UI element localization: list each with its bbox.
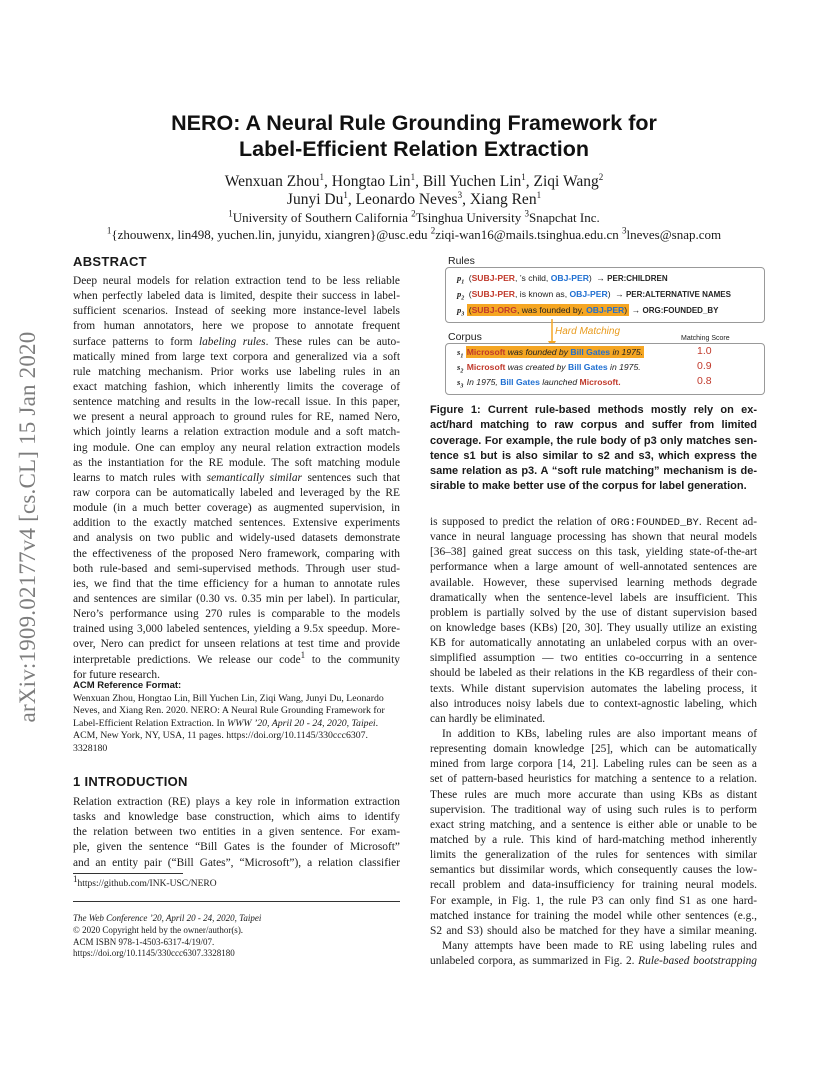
matching-score: 0.9	[697, 360, 712, 372]
footnote-link[interactable]: https://github.com/INK-USC/NERO	[77, 879, 217, 889]
arrow-icon: →	[593, 273, 608, 283]
rule-id-sub: 1	[461, 279, 465, 286]
sentence-text	[466, 361, 642, 373]
rule-body: (SUBJ-PER, ’s child, OBJ-PER)	[468, 273, 592, 283]
affil-mark: 1	[410, 171, 416, 182]
arxiv-stamp	[8, 292, 48, 762]
abstract-line: the effectiveness of the proposed Nero framework, comparing with	[73, 547, 400, 560]
abstract-line: Deep neural models for relation extraction tend to be less reliable	[73, 275, 400, 287]
body-line: simplified assumption — two entities co-occurring in a sentence	[430, 652, 757, 665]
affiliation: University of Southern California	[232, 210, 412, 225]
sentence-fragment: in 1975.	[607, 362, 641, 372]
affiliation-line-2	[0, 227, 828, 243]
conference-line: The Web Conference ’20, April 20 - 24, 2020, Taipei	[73, 913, 262, 923]
author-line-2	[0, 191, 828, 209]
acm-reference-line: ACM, New York, NY, USA, 11 pages. https://doi.org/10.1145/330ccc6307.	[73, 730, 368, 742]
rule-object: OBJ-PER	[550, 273, 589, 283]
conference-info	[73, 913, 261, 960]
abstract-line: addition to the exactly matched sentences. Extensive experiments	[73, 517, 400, 530]
sentence-id-sub: 3	[460, 383, 464, 390]
affil-mark: 1	[521, 171, 526, 182]
emphasis-text: Rule-based bootstrapping	[638, 955, 757, 968]
abstract-line: ies, we find that the time efficiency for a human to annotate rules	[73, 577, 400, 590]
sentence-row	[457, 362, 642, 375]
affil-mark: 2	[430, 225, 436, 236]
caption-line: same relation as p3. A “soft rule matching” mechanism is de-	[430, 465, 757, 478]
right-column-body	[430, 515, 757, 969]
body-line: representing domain knowledge [25], which can be automatically	[430, 743, 757, 756]
acm-reference-line: Neves, and Xiang Ren. 2020. NERO: A Neural Rule Grounding Framework for	[73, 705, 385, 717]
rule-row	[457, 273, 668, 286]
acm-reference-heading: ACM Reference Format:	[73, 680, 182, 691]
email: lneves@snap.com	[626, 227, 722, 242]
body-line: dramatically when the sentence-level labels are insufficient. This	[430, 591, 757, 604]
body-line: recall problem and data-insufficiency for training neural models.	[430, 879, 757, 892]
footnote-divider	[73, 873, 183, 874]
emphasis-text: semantically similar	[206, 471, 302, 484]
footnote-mark: 1	[73, 873, 78, 884]
entity-object: Bill Gates	[568, 362, 608, 372]
abstract-line: we present a neural approach to ground rules for RE, named Nero,	[73, 411, 400, 424]
author-name: , Hongtao Lin	[324, 173, 411, 190]
paper-title-line-1: NERO: A Neural Rule Grounding Framework for	[171, 111, 657, 135]
venue-text: WWW ’20, April 20 - 24, 2020, Taipei	[227, 717, 376, 729]
code-text: ORG:FOUNDED_BY	[610, 517, 699, 529]
affiliation-line-1	[0, 210, 828, 226]
entity-object: Bill Gates	[570, 347, 611, 357]
caption-line: sirable to make better use of the corpus for label generation.	[430, 480, 747, 493]
abstract-line: as the instantiation for the RE module. The soft matching module	[73, 456, 400, 469]
entity-object: Bill Gates	[500, 377, 540, 387]
caption-line: tence s1 but is also similar to s2 and s3, which express the	[430, 449, 757, 462]
sentence-fragment: was founded by	[505, 347, 571, 357]
body-line: [36–38] gained great success on this task, yielding state-of-the-art	[430, 546, 757, 559]
abstract-line: both rule-based and semi-supervised methods. Through user stud-	[73, 562, 400, 575]
acm-reference-body	[73, 693, 403, 756]
acm-reference-line: 3328180	[73, 742, 108, 754]
rule-subject: SUBJ-PER	[471, 273, 516, 283]
author-name: , Leonardo Neves	[347, 191, 458, 208]
entity-subject: Microsoft	[466, 347, 506, 357]
body-line: problem is partially solved by the use of distant supervision based	[430, 606, 757, 619]
rule-object: OBJ-PER	[586, 305, 625, 315]
sentence-row	[457, 347, 644, 360]
affiliation: Tsinghua University	[415, 210, 525, 225]
abstract-line: which jointly learns a relation extraction module and a soft match-	[73, 426, 400, 439]
body-line: texts. While distant supervision automates the labeling process, it	[430, 682, 757, 695]
sentence-fragment: In 1975,	[466, 377, 501, 387]
rule-relation: PER:ALTERNATIVE NAMES	[625, 290, 731, 299]
body-line: available. However, these supervised learning methods degrade	[430, 576, 757, 589]
abstract-line: sentence matching and results in the low-recall issue. In this paper,	[73, 396, 400, 409]
body-line: exact string matching, and a sentence is either able or unable to be	[430, 818, 757, 831]
affil-mark: 1	[536, 189, 542, 200]
abstract-line: and sentences are similar (0.30 vs. 0.35 min per label). In particular,	[73, 592, 400, 605]
conference-line: https://doi.org/10.1145/330ccc6307.3328180	[73, 948, 235, 959]
body-line: KB for automatically annotating an unlabeled corpus with an over-	[430, 637, 757, 650]
intro-line: and an entity pair (“Bill Gates”, “Microsoft”), a relation classifier	[73, 856, 400, 869]
body-line: also introduces noisy labels due to context-agnostic labeling, which	[430, 697, 757, 710]
corpus-label: Corpus	[448, 331, 482, 343]
abstract-line: from human annotators, here we propose to annotate frequent	[73, 320, 400, 333]
affil-mark: 2	[411, 208, 416, 219]
intro-line: Relation extraction (RE) plays a key role in information extraction	[73, 796, 400, 808]
rules-label: Rules	[448, 255, 475, 267]
affil-mark: 1	[319, 171, 325, 182]
sentence-row	[457, 377, 622, 390]
sentence-id-sub: 2	[460, 368, 464, 375]
body-line: These rules are much more accurate than using KBs as distant	[430, 788, 757, 801]
conference-line: ACM ISBN 978-1-4503-6317-4/19/07.	[73, 936, 215, 947]
abstract-line: for future research.	[73, 668, 160, 681]
abstract-line: sufficient scenarios. Instead of seeking more instance-level labels	[73, 305, 400, 318]
author-name: , Xiang Ren	[462, 191, 537, 208]
affil-mark: 1	[343, 189, 348, 200]
figure-1-caption	[430, 403, 757, 495]
rule-id-sub: 2	[461, 295, 465, 302]
body-line: mined from large corpora [14, 21]. Labeling rules can be seen as a	[430, 758, 757, 771]
body-line: can hardly be eliminated.	[430, 712, 546, 725]
abstract-line: surface patterns to form labeling rules. These rules can be auto-	[73, 335, 400, 348]
sentence-id: $s_3$	[457, 377, 464, 390]
paper-title-line-2: Label-Efficient Relation Extraction	[238, 137, 590, 161]
abstract-line: ing module. One can employ any neural relation extraction models	[73, 441, 400, 454]
abstract-line: and analysis on two public and widely-used datasets demonstrate	[73, 532, 400, 545]
affil-mark: 3	[457, 189, 463, 200]
acm-reference-line: Label-Efficient Relation Extraction. In WWW ’20, April 20 - 24, 2020, Taipei.	[73, 717, 379, 729]
author-name: Junyi Du	[286, 191, 344, 208]
sentence-id: $s_2$	[457, 362, 464, 375]
sentence-text	[466, 346, 644, 358]
abstract-heading: ABSTRACT	[73, 254, 147, 269]
affil-mark: 3	[621, 225, 627, 236]
email: {zhouwenx, lin498, yuchen.lin, junyidu, xiangren}@usc.edu	[111, 227, 431, 242]
body-line: For example, in Fig. 1, the rule P3 can only find S1 as one hard-	[430, 894, 757, 907]
body-line: vance in neural language processing has shown that neural models	[430, 531, 757, 544]
footnote-mark: 1	[300, 649, 306, 660]
sentence-id: $s_1$	[457, 347, 464, 360]
affil-mark: 3	[524, 208, 529, 219]
body-line: on knowledge bases (KBs) [20, 30]. They usually utilize an existing	[430, 621, 757, 634]
entity-subject: Microsoft	[466, 362, 506, 372]
matching-score: 0.8	[697, 375, 712, 387]
author-name: , Bill Yuchen Lin	[415, 173, 522, 190]
hard-matching-label: Hard Matching	[555, 326, 621, 337]
sentence-fragment: in 1975.	[610, 347, 644, 357]
abstract-line: when perfectly labeled data is limited, despite their success in label-	[73, 290, 400, 303]
abstract-line: exact matching fashion, which inherently limits the coverage of	[73, 380, 400, 393]
intro-line: the relation between two entities in a given sentence. For exam-	[73, 826, 400, 839]
author-name: , Ziqi Wang	[525, 173, 599, 190]
affiliation: Snapchat Inc.	[528, 210, 600, 225]
rule-row	[457, 289, 731, 302]
matching-score-label: Matching Score	[681, 335, 730, 342]
abstract-line: trained using 3,000 labeled sentences, yielding a 9.5x speedup. More-	[73, 623, 400, 636]
affil-mark: 1	[106, 225, 112, 236]
body-line: performance when a large amount of well-annotated sentences are	[430, 561, 757, 574]
rule-id-sub: 3	[461, 311, 465, 318]
emphasis-text: labeling rules	[198, 335, 266, 348]
sentence-id-sub: 1	[460, 353, 464, 360]
arxiv-stamp-text: arXiv:1909.02177v4 [cs.CL] 15 Jan 2020	[15, 331, 40, 723]
abstract-line: interpretable predictions. We release our code$^1$ to the community	[73, 649, 400, 666]
arrow-icon: →	[612, 289, 626, 299]
body-line: is supposed to predict the relation of ORG:FOUNDED_BY. Recent ad-	[430, 516, 758, 529]
abstract-line: Nero’s performance using 270 rules is comparable to the models	[73, 608, 400, 621]
caption-line: coverage. For example, the rule body of p3 only matches sen-	[430, 434, 757, 447]
intro-line: tasks and knowledge base construction, which aims to identify	[73, 811, 400, 824]
rule-id: $p_3$	[457, 305, 465, 318]
body-line: supervision. The traditional way of using such rules is to perform	[430, 803, 757, 816]
rule-object: OBJ-PER	[569, 289, 608, 299]
arrow-icon: →	[629, 305, 643, 315]
abstract-body	[73, 274, 400, 683]
entity-subject: Microsoft.	[579, 377, 621, 387]
rule-id: $p_1$	[457, 273, 465, 286]
rule-relation: ORG:FOUNDED_BY	[642, 306, 719, 315]
intro-line: ple, given the sentence “Bill Gates is the founder of Microsoft”	[73, 841, 400, 854]
author-name: Wenxuan Zhou	[224, 173, 320, 190]
footnote	[73, 873, 217, 891]
rule-relation: PER:CHILDREN	[607, 274, 668, 283]
intro-heading: 1 INTRODUCTION	[73, 774, 188, 789]
acm-reference-line: Wenxuan Zhou, Hongtao Lin, Bill Yuchen Lin, Ziqi Wang, Junyi Du, Leonardo	[73, 692, 384, 704]
body-line: S2 and S3) should also be matched for they have a similar meaning.	[430, 924, 757, 937]
body-line: limits the generalization of the rules for sentences with similar	[430, 849, 757, 862]
acm-reference	[73, 680, 403, 756]
author-line-1	[0, 173, 828, 191]
matching-score: 1.0	[697, 345, 712, 357]
abstract-line: raw corpora can be automatically labeled and leveraged by the RE	[73, 486, 400, 499]
caption-line: Figure 1: Current rule-based methods mostly rely on ex-	[430, 404, 757, 416]
abstract-line: matically mined from large text corpora and generalized via a soft	[73, 350, 400, 363]
rule-row	[457, 305, 719, 318]
caption-line: act/hard matching to raw corpus and suffer from limited	[430, 419, 757, 432]
conference-line: © 2020 Copyright held by the owner/author(s).	[73, 924, 244, 935]
sentence-fragment: was created by	[505, 362, 568, 372]
abstract-line: rule matching mechanism. Prior works use labeling rules in an	[73, 365, 400, 378]
rule-subject: SUBJ-ORG	[471, 305, 517, 315]
intro-body	[73, 795, 400, 871]
affil-mark: 2	[598, 171, 604, 182]
body-line: should be labeled as their relations in the KB regardless of their con-	[430, 667, 757, 680]
email: ziqi-wan16@mails.tsinghua.edu.cn	[435, 227, 622, 242]
rule-subject: SUBJ-PER	[471, 289, 516, 299]
body-line: In addition to KBs, labeling rules are also important means of	[442, 727, 757, 740]
body-line: matched by a rule. This kind of hard-matching method inherently	[430, 833, 757, 846]
body-line: semantics but dissimilar words, which consequently causes the low-	[430, 864, 757, 877]
rule-body: (SUBJ-PER, is known as, OBJ-PER)	[468, 289, 611, 299]
body-line: Many attempts have been made to RE using labeling rules and	[442, 939, 757, 952]
sentence-fragment: launched	[539, 377, 580, 387]
abstract-line: over, Nero can predict for unseen relations at test time and provide	[73, 638, 400, 651]
body-line: unlabeled corpora, as summarized in Fig. 2. Rule-based bootstrapping	[430, 955, 757, 968]
rule-id: $p_2$	[457, 289, 465, 302]
body-line: set of pattern-based heuristics for matching a sentence to a relation.	[430, 773, 757, 786]
abstract-line: module (in a much better coverage) as augmented supervision, in	[73, 502, 400, 515]
sentence-text	[466, 376, 622, 388]
body-line: matched instance for training the model while other sentences (e.g.,	[430, 909, 757, 922]
figure-1	[445, 253, 763, 393]
abstract-line: learns to match rules with semantically similar sentences such that	[73, 471, 400, 484]
affil-mark: 1	[228, 208, 233, 219]
rule-body: (SUBJ-ORG, was founded by, OBJ-PER)	[468, 305, 628, 315]
conference-divider	[73, 901, 400, 902]
